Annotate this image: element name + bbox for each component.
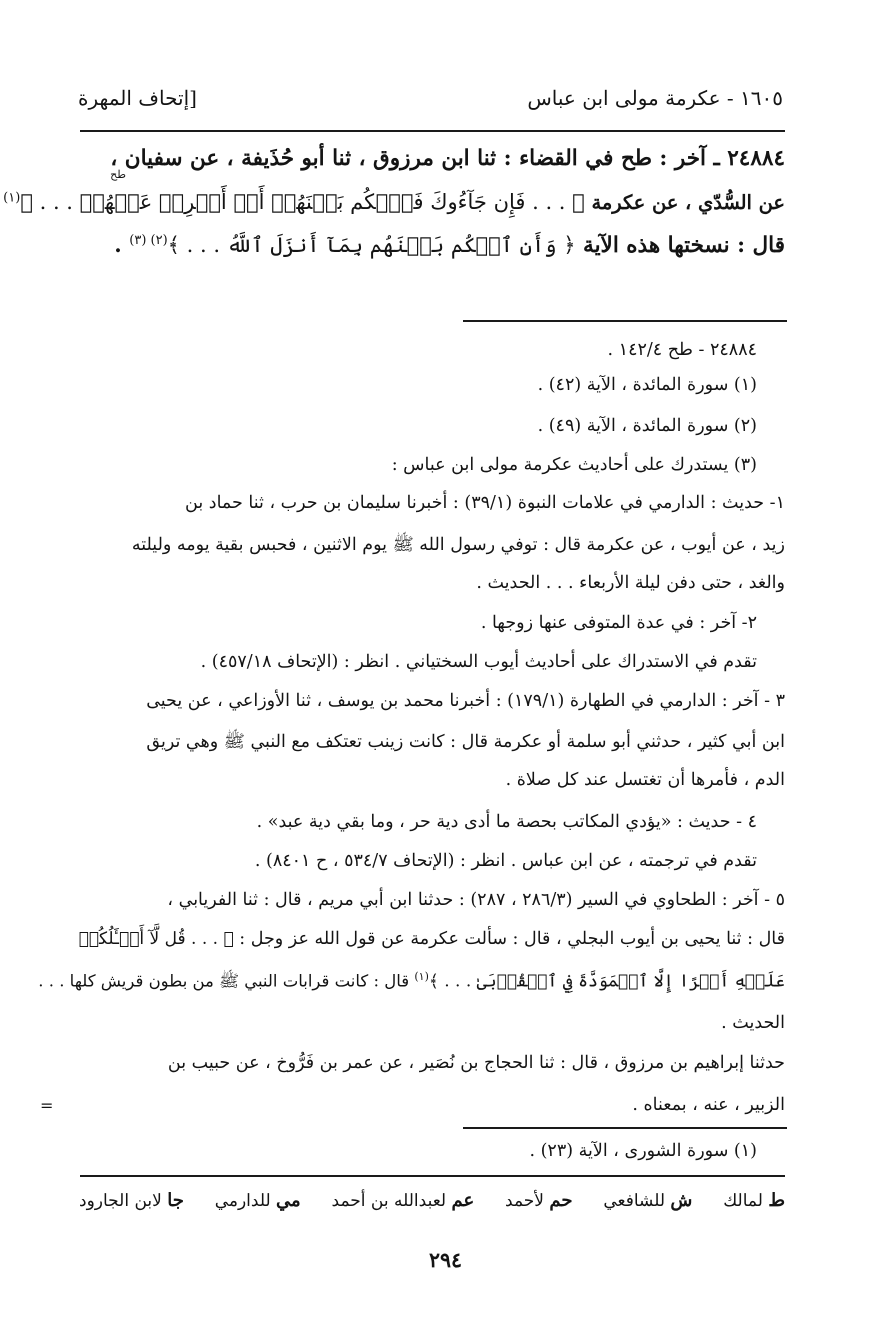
footnote-2: (٢) سورة المائدة ، الآية (٤٩) .: [537, 416, 757, 436]
hadith-line-1: ٢٤٨٨٤ ـ آخر : طح في القضاء : ثنا ابن مرزوق ، ثنا أبو حُذَيفة ، عن سفيان ،: [110, 146, 785, 171]
running-header-book: [إتحاف المهرة: [78, 86, 197, 110]
addendum-line-15: حدثنا إبراهيم بن مرزوق ، قال : ثنا الحجاج بن نُصَير ، عن عمر بن فَرُّوخ ، عن حبيب بن: [167, 1053, 785, 1073]
inner-footnote-1: (١) سورة الشورى ، الآية (٢٣) .: [529, 1141, 757, 1161]
addendum-line-7: ابن أبي كثير ، حدثني أبو سلمة أو عكرمة قال : كانت زينب تعتكف مع النبي ﷺ وهي تريق: [146, 732, 785, 752]
abbr-ibn-jarud: جا لابن الجارود: [79, 1190, 184, 1211]
abbr-abdullah: عم لعبدالله بن أحمد: [331, 1190, 475, 1211]
footnote-ref-2-3: (٢) (٣): [129, 233, 168, 248]
addendum-line-12: [79, 929, 785, 949]
abbr-ahmad: حم لأحمد: [505, 1190, 573, 1211]
addendum-line-12-text: قال : ثنا يحيى بن أيوب البجلي ، قال : سألت عكرمة عن قول الله عز وجل :: [239, 929, 785, 949]
hadith-line-2-text: عن السُّدّي ، عن عكرمة: [591, 191, 785, 214]
hadith-line-2: [3, 190, 785, 214]
addendum-line-11: ٥ - آخر : الطحاوي في السير (٢٨٦/٣ ، ٢٨٧) : حدثنا ابن أبي مريم ، قال : ثنا الفريابي ،: [167, 890, 785, 910]
addendum-line-4: ٢- آخر : في عدة المتوفى عنها زوجها .: [480, 613, 757, 633]
siglum-mark: طح: [110, 168, 126, 181]
running-header-chapter: ١٦٠٥ - عكرمة مولى ابن عباس: [527, 86, 783, 110]
header-rule: [80, 130, 785, 132]
addendum-line-13: [38, 970, 785, 995]
footnote-rule: [463, 320, 787, 322]
addendum-line-3: والغد ، حتى دفن ليلة الأربعاء . . . الحديث .: [476, 573, 785, 593]
inner-footnote-rule: [463, 1127, 787, 1129]
hadith-line-3-text: قال : نسختها هذه الآية: [583, 233, 785, 259]
addendum-line-10: تقدم في ترجمته ، عن ابن عباس . انظر : (الإتحاف ٥٣٤/٧ ، ح ٨٤٠١) .: [254, 851, 757, 871]
addendum-line-5: تقدم في الاستدراك على أحاديث أيوب السختياني . انظر : (الإتحاف ٤٥٧/١٨) .: [200, 652, 757, 672]
addendum-line-13-text: قال : كانت قرابات النبي ﷺ من بطون قريش كلها . . .: [38, 971, 410, 991]
addendum-line-1: ١- حديث : الدارمي في علامات النبوة (٣٩/١) : أخبرنا سليمان بن حرب ، ثنا حماد بن: [185, 493, 785, 513]
abbreviation-rule: [80, 1175, 785, 1177]
addendum-line-14: الحديث .: [721, 1013, 785, 1033]
addendum-line-16: الزبير ، عنه ، بمعناه .: [632, 1095, 785, 1115]
abbr-shafii: ش للشافعي: [603, 1190, 693, 1211]
footnote-ref-line: ٢٤٨٨٤ - طح ١٤٢/٤ .: [607, 340, 757, 360]
hadith-line-3: [114, 233, 785, 258]
addendum-line-8: الدم ، فأمرها أن تغتسل عند كل صلاة .: [505, 770, 785, 790]
abbreviation-bar: [79, 1190, 785, 1211]
addendum-line-6: ٣ - آخر : الدارمي في الطهارة (١٧٩/١) : أخبرنا محمد بن يوسف ، ثنا الأوزاعي ، عن يحيى: [146, 691, 785, 711]
abbr-darimi: مي للدارمي: [214, 1190, 301, 1211]
quran-verse-3-start: ﴿ . . . قُل لَّآ أَسۡـَٔلُكُمۡ: [78, 929, 234, 949]
footnote-3: (٣) يستدرك على أحاديث عكرمة مولى ابن عباس :: [391, 455, 757, 475]
margin-mark: =: [40, 1096, 54, 1115]
page-number: ٢٩٤: [428, 1248, 463, 1272]
quran-verse-2: ﴿ وَأَنِ ٱحۡكُم بَيۡنَهُم بِمَآ أَنزَلَ ٱللَّهُ . . . ﴾: [167, 233, 576, 258]
quran-verse-3-end: عَلَيۡهِ أَجۡرًا إِلَّا ٱلۡمَوَدَّةَ فِي ٱلۡقُرۡبَىٰ . . . ﴾: [428, 971, 785, 992]
quran-verse-1: ﴿ . . . فَإِن جَآءُوكَ فَٱحۡكُم بَيۡنَهُمۡ أَوۡ أَعۡرِضۡ عَنۡهُمۡ . . . ﴾: [20, 190, 585, 214]
footnote-ref-inner-1: (١): [414, 970, 429, 983]
addendum-line-9: ٤ - حديث : «يؤدي المكاتب بحصة ما أدى دية حر ، وما بقي دية عبد» .: [256, 812, 757, 832]
footnote-ref-1: (١): [3, 190, 21, 206]
addendum-line-2: زيد ، عن أيوب ، عن عكرمة قال : توفي رسول الله ﷺ يوم الاثنين ، فحبس بقية يومه وليلته: [131, 535, 785, 555]
footnote-1: (١) سورة المائدة ، الآية (٤٢) .: [537, 375, 757, 395]
abbr-malik: ط لمالك: [723, 1190, 785, 1211]
hadith-line-3-end: .: [114, 233, 122, 259]
